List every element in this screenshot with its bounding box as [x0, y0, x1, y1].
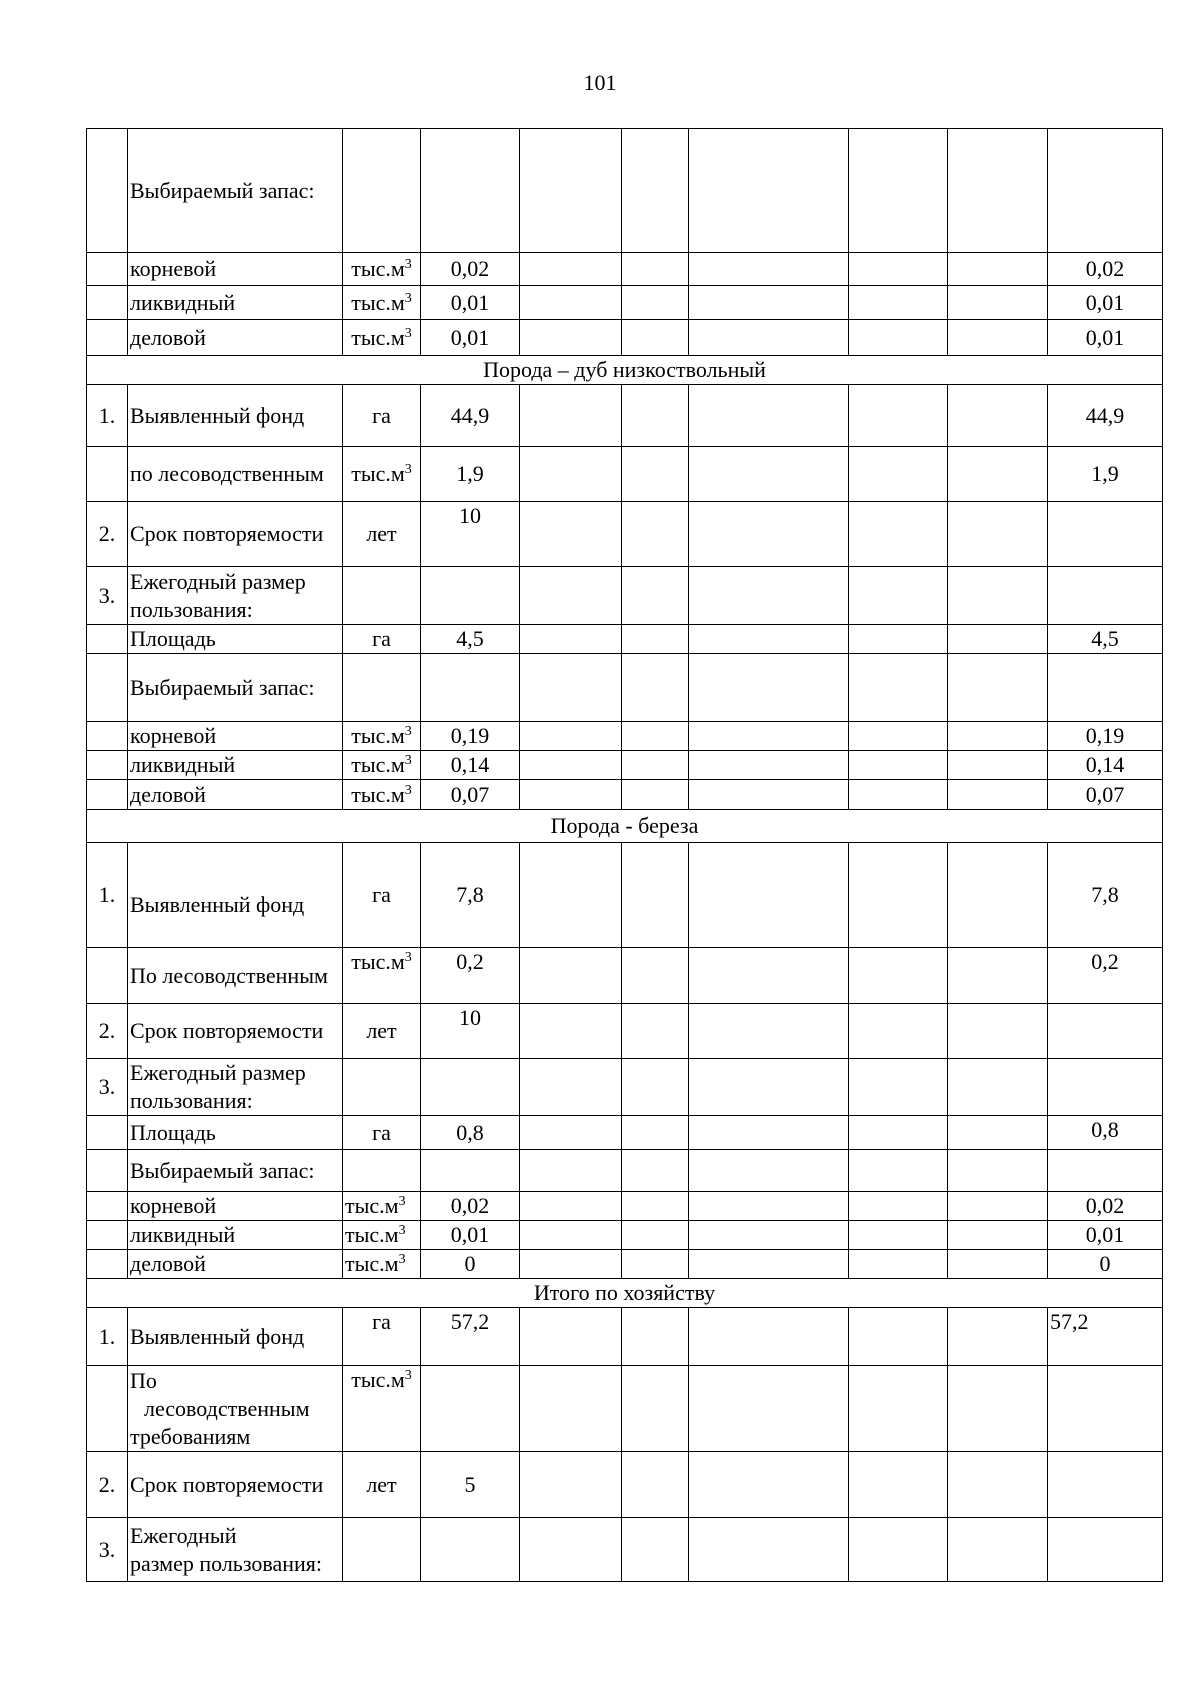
- value-cell: 0,02: [421, 1192, 520, 1221]
- row-number: 1.: [87, 1308, 128, 1366]
- row-name: корневой: [128, 1192, 343, 1221]
- table-row: [87, 625, 1163, 654]
- value-cell: 0,19: [421, 722, 520, 751]
- unit-cell: лет: [343, 502, 421, 567]
- total-cell: 0: [1048, 1250, 1163, 1279]
- total-cell: 0,02: [1048, 1192, 1163, 1221]
- row-name: Выявленный фонд: [128, 843, 343, 948]
- table-row: [87, 843, 1163, 948]
- table-row: [87, 567, 1163, 625]
- table-row: [87, 1059, 1163, 1116]
- value-cell: 1,9: [421, 447, 520, 502]
- unit-cell: $тыс.м^3$: [343, 447, 421, 502]
- row-number: 3.: [87, 1518, 128, 1582]
- total-cell: 0,01: [1048, 320, 1163, 356]
- row-name: по лесоводственным: [128, 447, 343, 502]
- row-name: деловой: [128, 320, 343, 356]
- unit-cell: лет: [343, 1004, 421, 1059]
- total-cell: 0,8: [1048, 1116, 1163, 1150]
- row-name: корневой: [128, 253, 343, 286]
- table-row: [87, 780, 1163, 810]
- unit-cell: $тыс.м^3$: [343, 1366, 421, 1452]
- section-header: [87, 1279, 1163, 1308]
- unit-cell: га: [343, 1116, 421, 1150]
- row-name: Выбираемый запас:: [128, 129, 343, 253]
- page-number: 101: [583, 70, 617, 95]
- unit-cell: $тыс.м^3$: [343, 722, 421, 751]
- unit-cell: $тыс.м^3$: [343, 1250, 421, 1279]
- total-cell: 0,19: [1048, 722, 1163, 751]
- row-name: Срок повторяемости: [128, 1004, 343, 1059]
- row-name-line: размер пользования:: [130, 1550, 323, 1576]
- table-row: [87, 286, 1163, 320]
- forest-use-table: [86, 128, 1163, 1582]
- section-header: [87, 810, 1163, 843]
- row-name: Срок повторяемости: [128, 1452, 343, 1518]
- row-name: ликвидный: [128, 286, 343, 320]
- total-cell: 0,01: [1048, 286, 1163, 320]
- unit-cell: $тыс.м^3$: [343, 320, 421, 356]
- row-name: Площадь: [128, 1116, 343, 1150]
- table-row: [87, 129, 1163, 253]
- row-number: 3.: [87, 567, 128, 625]
- row-number: 1.: [87, 385, 128, 447]
- row-name: Выбираемый запас:: [128, 654, 343, 722]
- table-row: [87, 948, 1163, 1004]
- section-title: Итого по хозяйству: [87, 1279, 1163, 1308]
- value-cell: 0,8: [421, 1116, 520, 1150]
- unit-cell: $тыс.м^3$: [343, 780, 421, 810]
- value-cell: 7,8: [421, 843, 520, 948]
- value-cell: 10: [421, 1004, 520, 1059]
- unit-cell: $тыс.м^3$: [343, 286, 421, 320]
- table-row: [87, 722, 1163, 751]
- total-cell: 7,8: [1048, 843, 1163, 948]
- unit-cell: га: [343, 1308, 421, 1366]
- row-name-line: лесоводственным: [144, 1395, 310, 1421]
- total-cell: 57,2: [1048, 1308, 1163, 1366]
- value-cell: 4,5: [421, 625, 520, 654]
- value-cell: 5: [421, 1452, 520, 1518]
- value-cell: 0,01: [421, 286, 520, 320]
- row-name: Выявленный фонд: [128, 1308, 343, 1366]
- row-name: деловой: [128, 1250, 343, 1279]
- table-row: [87, 385, 1163, 447]
- row-name: корневой: [128, 722, 343, 751]
- value-cell: 10: [421, 502, 520, 567]
- row-name: ликвидный: [128, 751, 343, 780]
- value-cell: 57,2: [421, 1308, 520, 1366]
- row-name: Срок повторяемости: [128, 502, 343, 567]
- table-row: [87, 1366, 1163, 1452]
- unit-cell: лет: [343, 1452, 421, 1518]
- table-row: [87, 253, 1163, 286]
- table-row: [87, 751, 1163, 780]
- value-cell: 0,01: [421, 1221, 520, 1250]
- value-cell: 44,9: [421, 385, 520, 447]
- unit-cell: $тыс.м^3$: [343, 751, 421, 780]
- row-name-line: Ежегодный: [130, 1522, 237, 1548]
- row-number: 1.: [87, 843, 128, 948]
- unit-cell: $тыс.м^3$: [343, 948, 421, 1004]
- total-cell: 1,9: [1048, 447, 1163, 502]
- row-name-line: требованиям: [130, 1423, 251, 1449]
- table-row: [87, 1116, 1163, 1150]
- table-row: [87, 447, 1163, 502]
- table-row: [87, 1250, 1163, 1279]
- row-name-line: По: [130, 1367, 157, 1393]
- value-cell: 0,14: [421, 751, 520, 780]
- total-cell: 4,5: [1048, 625, 1163, 654]
- section-title: Порода - береза: [87, 810, 1163, 843]
- value-cell: 0,2: [421, 948, 520, 1004]
- table-row: [87, 1221, 1163, 1250]
- total-cell: 0,2: [1048, 948, 1163, 1004]
- value-cell: 0,01: [421, 320, 520, 356]
- row-name: Площадь: [128, 625, 343, 654]
- value-cell: 0,02: [421, 253, 520, 286]
- row-number: 2.: [87, 1452, 128, 1518]
- row-name: ликвидный: [128, 1221, 343, 1250]
- unit-cell: га: [343, 625, 421, 654]
- table-row: [87, 1004, 1163, 1059]
- table-row: [87, 1192, 1163, 1221]
- value-cell: 0,07: [421, 780, 520, 810]
- row-name: Ежегодный размер пользования:: [128, 1059, 343, 1116]
- table-row: [87, 502, 1163, 567]
- unit-cell: га: [343, 843, 421, 948]
- row-name: Ежегодный размер пользования:: [128, 567, 343, 625]
- row-name: По лесоводственным: [128, 948, 343, 1004]
- table-row: [87, 1518, 1163, 1582]
- unit-cell: $тыс.м^3$: [343, 253, 421, 286]
- row-name: [128, 1518, 343, 1582]
- row-name: Выбираемый запас:: [128, 1150, 343, 1192]
- section-header: [87, 356, 1163, 385]
- row-name: [128, 1366, 343, 1452]
- table-row: [87, 1308, 1163, 1366]
- table-row: [87, 320, 1163, 356]
- total-cell: 0,07: [1048, 780, 1163, 810]
- row-name: деловой: [128, 780, 343, 810]
- value-cell: 0: [421, 1250, 520, 1279]
- total-cell: 0,01: [1048, 1221, 1163, 1250]
- row-number: 2.: [87, 1004, 128, 1059]
- total-cell: 44,9: [1048, 385, 1163, 447]
- table-row: [87, 1150, 1163, 1192]
- section-title: Порода – дуб низкоствольный: [87, 356, 1163, 385]
- unit-cell: $тыс.м^3$: [343, 1221, 421, 1250]
- total-cell: 0,02: [1048, 253, 1163, 286]
- unit-cell: га: [343, 385, 421, 447]
- row-name: Выявленный фонд: [128, 385, 343, 447]
- row-number: 3.: [87, 1059, 128, 1116]
- total-cell: 0,14: [1048, 751, 1163, 780]
- table-row: [87, 654, 1163, 722]
- table-row: [87, 1452, 1163, 1518]
- unit-cell: $тыс.м^3$: [343, 1192, 421, 1221]
- row-number: 2.: [87, 502, 128, 567]
